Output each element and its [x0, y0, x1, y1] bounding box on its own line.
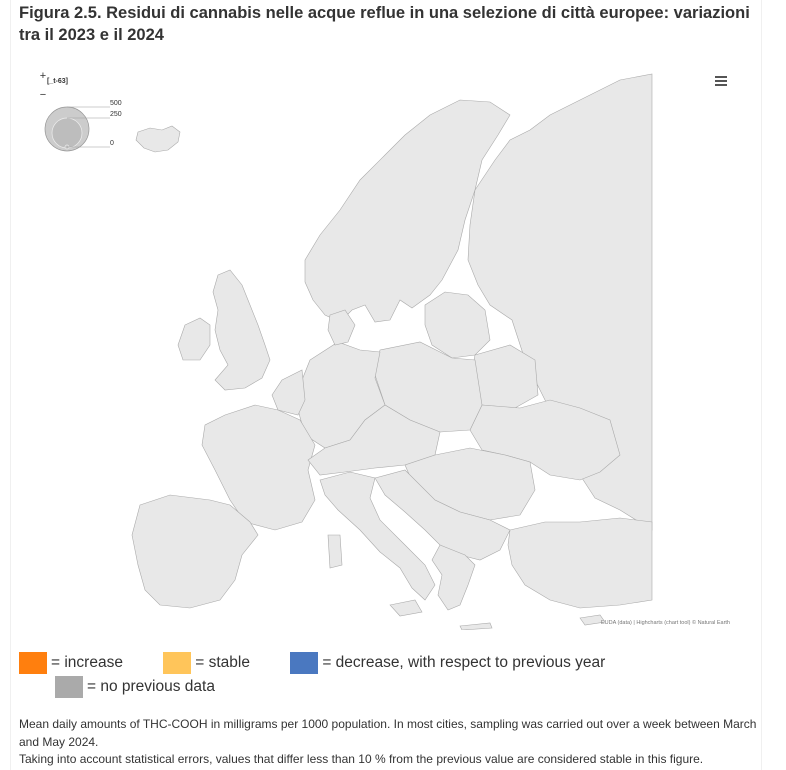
europe-map[interactable] [20, 60, 755, 630]
scale-250: 250 [110, 111, 122, 118]
map-container[interactable] [20, 60, 755, 630]
map-key-label: [_t-63] [47, 78, 69, 85]
scale-500: 500 [110, 100, 122, 107]
legend-increase-label: = increase [51, 654, 123, 671]
scale-0: 0 [110, 140, 114, 147]
note-methodology: Mean daily amounts of THC-COOH in milligrams per 1000 population. In most cities, sampling was carried out over a week between March and May 2024. [19, 717, 757, 749]
map-sardinia [328, 535, 342, 568]
map-benelux [272, 370, 305, 415]
map-crete [460, 623, 492, 630]
figure-title: Figura 2.5. Residui di cannabis nelle acque reflue in una selezione di città europee: variazioni tra il 2023 e il 2024 [19, 4, 750, 44]
zoom-in-button[interactable]: + [39, 70, 47, 82]
map-credit: EUDA (data) | Highcharts (chart tool) © Natural Earth [601, 620, 730, 626]
map-baltics [425, 292, 490, 358]
legend-decrease-label: = decrease, with respect to previous year [322, 654, 606, 671]
orange-square-icon [19, 652, 47, 674]
legend-no-data-label: = no previous data [87, 678, 215, 696]
legend-item-decrease [290, 651, 605, 675]
legend [19, 651, 764, 699]
map-sicily [390, 600, 422, 616]
yellow-square-icon [163, 652, 191, 674]
blue-square-icon [290, 652, 318, 674]
legend-item-stable [163, 651, 250, 675]
legend-item-increase [19, 651, 123, 675]
map-great-britain [213, 270, 270, 390]
zoom-out-button[interactable]: − [39, 89, 47, 101]
grey-square-icon [55, 676, 83, 698]
map-turkey [508, 518, 652, 608]
note-stability: Taking into account statistical errors, values that differ less than 10 % from the previous value are considered stable in this figure. [19, 752, 704, 766]
legend-item-no-data [55, 675, 215, 699]
map-denmark [328, 310, 355, 345]
map-ireland [178, 318, 210, 360]
map-iceland [136, 126, 180, 152]
legend-stable-label: = stable [195, 654, 250, 671]
figure-notes [19, 716, 764, 769]
